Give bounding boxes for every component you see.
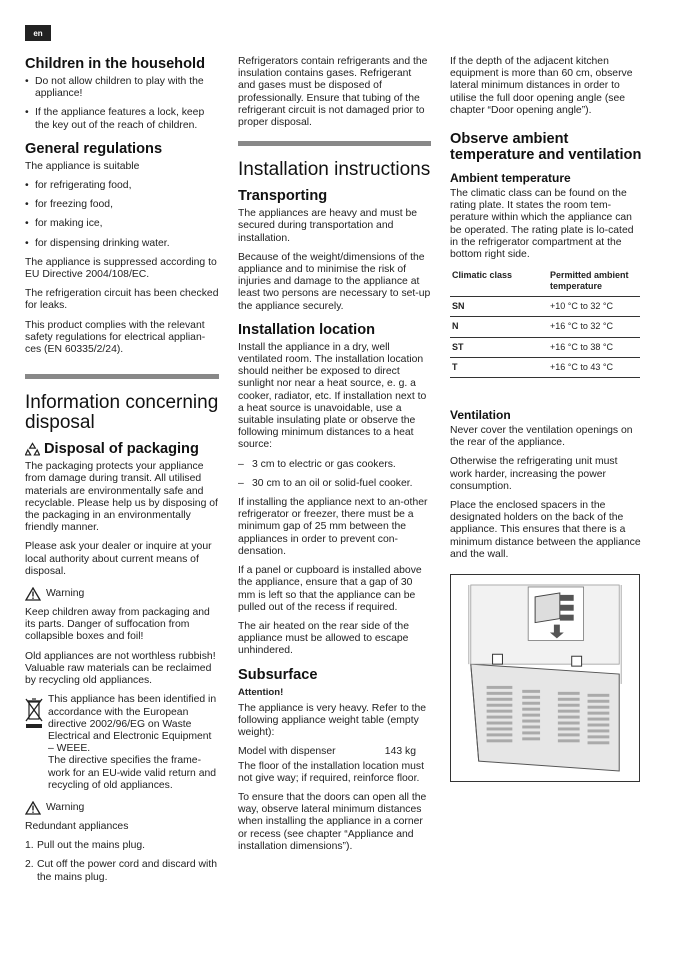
paragraph: The packaging protects your appliance from damage during transit. All utilised materials are environmentally safe and recyclable. Please help us by disposing of the packaging in an environmentally friendly manner.	[25, 461, 218, 534]
paragraph: Please ask your dealer or inquire at your local authority about current means of disposal.	[25, 541, 212, 577]
warning-icon	[25, 801, 41, 815]
paragraph: Install the appliance in a dry, well ventilated room. The installation location should neither be exposed to direct sunlight nor near a heat source, e. g. a cooker, radiator, etc. If installation next to a heat source is unavoidable, use a suitable insulating plate or observe the following minimum distances to a heat source:	[238, 341, 427, 451]
spacer-illustration	[450, 574, 640, 782]
table-cell: +16 °C to 38 °C	[548, 337, 640, 357]
heading-installation: Installation instructions	[238, 159, 431, 181]
weight-value: 143 kg	[384, 746, 416, 758]
weee-para: This appliance has been identified in accordance with the European directive 2002/96/EG on Waste Electrical and Electronic Equipment – WEEE.	[48, 694, 217, 755]
paragraph: Keep children away from packaging and its parts. Danger of suffocation from collapsible boxes and foil!	[25, 607, 210, 643]
paragraph: The floor of the installation location must not give way; if required, reinforce floor.	[238, 760, 424, 784]
list-item: • Do not allow children to play with the appliance!	[25, 76, 219, 100]
paragraph: If a panel or cupboard is installed above the appliance, ensure that a gap of 30 mm is left so that the appliance can be pulled out of the recess if required.	[238, 565, 422, 613]
column-left	[25, 56, 219, 891]
weee-para: The directive specifies the frame-work for an EU-wide valid return and recycling of old appliances.	[48, 755, 217, 791]
paragraph: The refrigeration circuit has been checked for leaks.	[25, 288, 219, 312]
paragraph: Old appliances are not worthless rubbish! Valuable raw materials can be reclaimed by recycling old appliances.	[25, 650, 216, 687]
table-cell: T	[450, 357, 548, 377]
list-item: • for making ice,	[25, 218, 219, 230]
crossed-bin-icon	[25, 696, 43, 730]
heading-transporting: Transporting	[238, 188, 328, 205]
subheading-ventilation: Ventilation	[450, 408, 511, 423]
table-row	[450, 297, 640, 317]
recycle-icon	[25, 442, 40, 457]
paragraph: If installing the appliance next to an-other refrigerator or freezer, there must be a minimum gap of 25 mm between the appliances in order to prevent con-densation.	[238, 497, 428, 557]
column-middle	[238, 56, 431, 860]
warning-label: Warning	[46, 587, 85, 599]
list-item: • If the appliance features a lock, keep the key out of the reach of children.	[25, 107, 219, 131]
paragraph: If the depth of the adjacent kitchen equipment is more than 60 cm, observe lateral minimum distances in order to utilise the full door opening angle (see chapter “Door opening angle”).	[450, 56, 633, 116]
column-right	[450, 56, 642, 786]
warning-icon	[25, 587, 41, 601]
table-row	[450, 337, 640, 357]
heading-general: General regulations	[25, 140, 163, 157]
steps-list	[25, 840, 219, 884]
paragraph: Refrigerators contain refrigerants and the insulation contains gases. Refrigerant and gases must be disposed of professionally. Ensure that tubing of the refrigerant circuit is not damaged prior to proper disposal.	[238, 56, 428, 129]
list-item: – 3 cm to electric or gas cookers.	[238, 459, 431, 471]
paragraph: The climatic class can be found on the rating plate. It states the room tem-perature within which the appliance can be operated. The rating plate is lo-cated in the refrigerator compartment at the bottom right side.	[450, 188, 634, 261]
table-header: Permitted ambient temperature	[548, 268, 640, 297]
heading-location: Installation location	[238, 321, 376, 338]
list-item: • for dispensing drinking water.	[25, 238, 219, 250]
table-header: Climatic class	[450, 268, 548, 297]
heading-packaging	[25, 441, 219, 457]
suitable-intro: The appliance is suitable	[25, 160, 140, 172]
weee-text	[48, 694, 219, 792]
table-cell: +16 °C to 43 °C	[548, 357, 640, 377]
paragraph: Place the enclosed spacers in the designated holders on the back of the appliance. This ensures that there is a minimum distance between the appliance and the wall.	[450, 500, 641, 560]
paragraph: Because of the weight/dimensions of the appliance and to minimise the risk of injuries and damage to the appliance at least two persons are necessary to set-up the appliance securely.	[238, 251, 431, 312]
heading-packaging-label: Disposal of packaging	[44, 441, 199, 458]
table-row	[450, 317, 640, 337]
suitable-list	[25, 180, 219, 250]
section-divider	[25, 374, 219, 379]
table-cell: +16 °C to 32 °C	[548, 317, 640, 337]
heading-disposal: Information concerning disposal	[25, 392, 219, 434]
list-item: – 30 cm to an oil or solid-fuel cooker.	[238, 478, 431, 490]
warning-heading	[25, 801, 219, 815]
paragraph: The air heated on the rear side of the appliance must be allowed to escape unhindered.	[238, 620, 409, 657]
step-number: 2.	[25, 859, 34, 871]
section-divider	[238, 141, 431, 146]
table-cell: ST	[450, 337, 548, 357]
table-row	[450, 357, 640, 377]
heading-ambient: Observe ambient temperature and ventilation	[450, 131, 642, 164]
list-item: • for freezing food,	[25, 199, 219, 211]
paragraph: This product complies with the relevant safety regulations for electrical applian-ces (EN 60335/2/24).	[25, 319, 206, 356]
heading-subsurface: Subsurface	[238, 666, 318, 683]
table-header-row	[450, 268, 640, 297]
language-badge: en	[25, 25, 51, 41]
weight-row	[238, 746, 431, 758]
paragraph: The appliance is suppressed according to EU Directive 2004/108/EC.	[25, 256, 217, 281]
weee-block	[25, 694, 219, 792]
redundant-label: Redundant appliances	[25, 820, 129, 832]
warning-heading	[25, 587, 219, 601]
list-item	[25, 840, 219, 852]
paragraph: Never cover the ventilation openings on the rear of the appliance.	[450, 425, 633, 449]
step-text: Pull out the mains plug.	[37, 840, 146, 852]
climate-table	[450, 268, 640, 378]
children-list	[25, 76, 219, 132]
warning-label: Warning	[46, 801, 85, 813]
weight-label: Model with dispenser	[238, 746, 336, 758]
paragraph: The appliance is very heavy. Refer to the following appliance weight table (empty weight):	[238, 702, 427, 739]
attention-label: Attention!	[238, 686, 284, 698]
table-cell: SN	[450, 297, 548, 317]
table-cell: +10 °C to 32 °C	[548, 297, 640, 317]
heading-children: Children in the household	[25, 56, 205, 72]
list-item	[25, 859, 219, 883]
paragraph: The appliances are heavy and must be secured during transportation and installation.	[238, 208, 418, 244]
list-item: • for refrigerating food,	[25, 180, 219, 192]
step-text: Cut off the power cord and discard with the mains plug.	[37, 859, 218, 883]
subheading-ambient-temperature: Ambient temperature	[450, 171, 571, 186]
paragraph: To ensure that the doors can open all the way, observe lateral minimum distances when installing the appliance in a corner or recess (see chapter “Appliance and installation dimensions”).	[238, 791, 427, 852]
distance-list	[238, 459, 431, 490]
paragraph: Otherwise the refrigerating unit must work harder, increasing the power consumption.	[450, 456, 618, 492]
step-number: 1.	[25, 840, 34, 852]
table-cell: N	[450, 317, 548, 337]
